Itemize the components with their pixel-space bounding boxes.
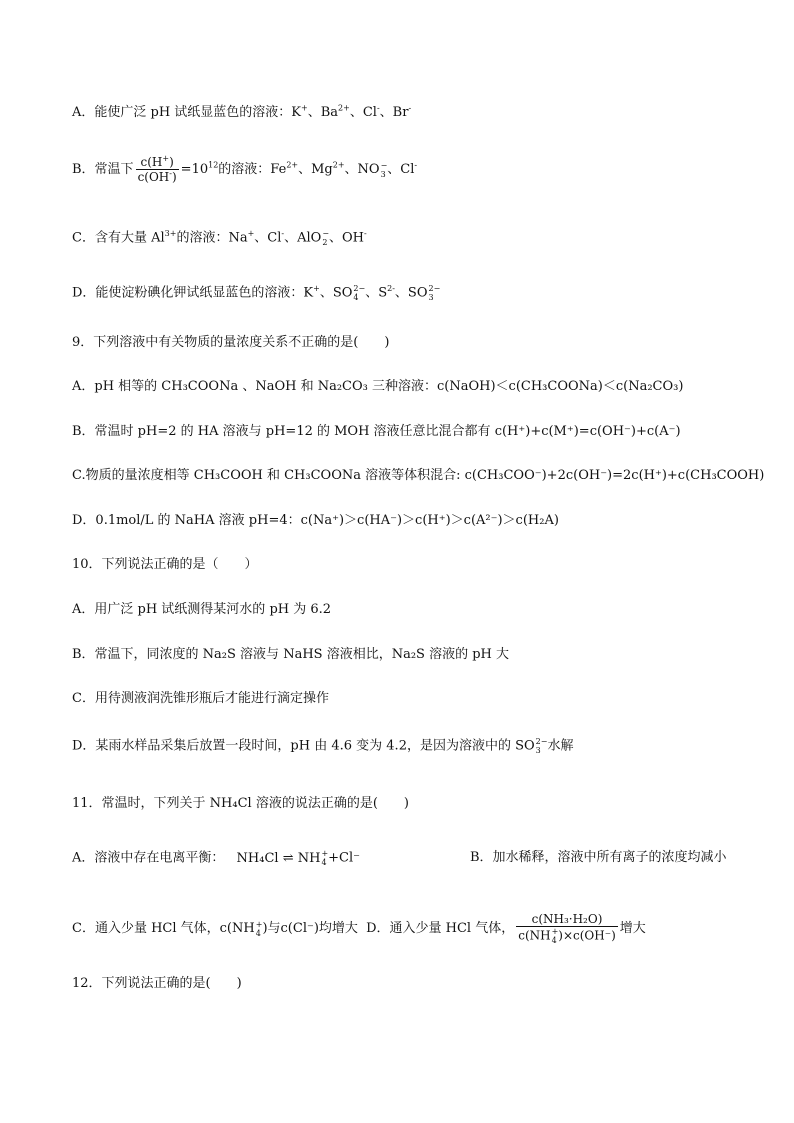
- option-a-cl: 、Cl: [349, 105, 377, 120]
- option-a-text: A．能使广泛 pH 试纸显蓝色的溶液：K: [72, 105, 302, 120]
- option-c-na: 的溶液：Na: [176, 230, 248, 246]
- question-10-option-d-text: D．某雨水样品采集后放置一段时间，pH 由 4.6 变为 4.2，是因为溶液中的 SO: [72, 738, 535, 754]
- option-c-alo2: 、AlO: [284, 230, 322, 246]
- question-11-option-d: D．通入少量 HCl 气体，: [366, 921, 515, 936]
- question-11-option-c-cl: c(Cl⁻): [280, 921, 319, 936]
- fraction-denominator-b: )×c(OH⁻): [558, 928, 616, 943]
- option-a-ba: 、Ba: [307, 105, 339, 120]
- fraction-denominator-a: c(NH: [518, 928, 551, 943]
- question-11-options-cd: C．通入少量 HCl 气体，c(NH + 4 )与c(Cl⁻)均增大 D．通入少量 HCl 气体， c(NH₃·H₂O) c(NH + 4 )×c(OH⁻) 增大: [72, 912, 646, 945]
- question-9-option-c: C.物质的量浓度相等 CH₃COOH 和 CH₃COONa 溶液等体积混合: c(CH₃COO⁻)+2c(OH⁻)=2c(H⁺)+c(CH₃COOH): [72, 468, 765, 483]
- question-11-option-c-end: 均增大: [318, 921, 358, 936]
- question-9-option-d: D．0.1mol/L 的 NaHA 溶液 pH=4：c(Na⁺)＞c(HA⁻)＞c(H⁺)＞c(A²⁻)＞c(H₂A): [72, 513, 559, 528]
- question-11-option-a: A．溶液中存在电离平衡：: [72, 850, 225, 866]
- option-b-eq: =10: [180, 162, 209, 177]
- fraction-denominator: c(OH: [137, 170, 170, 184]
- option-c: C．含有大量 $Al^{3+}$的溶液：Na+、Cl-、AlO − 2 、OH-: [72, 229, 367, 247]
- question-11-option-d-fraction: c(NH₃·H₂O) c(NH + 4 )×c(OH⁻): [518, 912, 616, 945]
- question-9: 9．下列溶液中有关物质的量浓度关系不正确的是( ): [72, 335, 390, 350]
- option-b-mg: 、Mg: [298, 162, 333, 177]
- option-b-fraction: $\frac{c(H^+)}{c(OH^-)}$: [137, 154, 177, 184]
- question-10-option-d: D．某雨水样品采集后放置一段时间，pH 由 4.6 变为 4.2，是因为溶液中的 SO 2− 3 水解: [72, 737, 574, 755]
- fraction-numerator: c(NH₃·H₂O): [516, 912, 618, 927]
- option-a: A．能使广泛 pH 试纸显蓝色的溶液：K+、$Ba^{2+}$、Cl-、Br-: [72, 103, 412, 120]
- option-b: B．常温下 $\frac{c(H^+)}{c(OH^-)}$ $=10^{12}$的溶液：$Fe^{2+}$、$Mg^{2+}$、NO − 3 、Cl-: [72, 154, 418, 184]
- question-9-option-b: B．常温时 pH=2 的 HA 溶液与 pH=12 的 MOH 溶液任意比混合都有 c(H⁺)+c(M⁺)=c(OH⁻)+c(A⁻): [72, 424, 681, 439]
- question-11-option-a-cl: +Cl⁻: [328, 850, 360, 866]
- option-b-no3: 、NO: [344, 162, 380, 177]
- option-c-oh: 、OH: [329, 230, 365, 246]
- option-b-fe: 的溶液：Fe: [218, 162, 287, 177]
- option-c-cl: 、Cl: [254, 230, 282, 246]
- option-d-so4: 、SO: [319, 285, 353, 301]
- question-11: 11．常温时，下列关于 NH₄Cl 溶液的说法正确的是( ): [72, 796, 409, 811]
- question-10: 10．下列说法正确的是（ ）: [72, 557, 258, 572]
- option-d: D．能使淀粉碘化钾试纸显蓝色的溶液：K+、SO 2− 4 、$S^{2-}$、SO 2− 3: [72, 284, 441, 302]
- option-c-text: C．含有大量 Al: [72, 230, 165, 246]
- question-11-options-ab: A．溶液中存在电离平衡： NH₄Cl ⇌ NH + 4 +Cl⁻ B．加水稀释，溶液中所有离子的浓度均减小: [72, 849, 727, 867]
- option-b-exponent: 12: [208, 160, 219, 170]
- option-d-text: D．能使淀粉碘化钾试纸显蓝色的溶液：K: [72, 285, 314, 301]
- question-9-option-a: A．pH 相等的 CH₃COONa 、NaOH 和 Na₂CO₃ 三种溶液：c(NaOH)＜c(CH₃COONa)＜c(Na₂CO₃): [72, 379, 684, 394]
- option-b-text: B．常温下: [72, 162, 134, 177]
- option-d-s: 、S: [365, 285, 388, 301]
- question-10-option-a: A．用广泛 pH 试纸测得某河水的 pH 为 6.2: [72, 602, 332, 617]
- question-12: 12．下列说法正确的是( ): [72, 976, 242, 991]
- question-11-option-a-eq: NH₄Cl ⇌ NH: [236, 850, 321, 866]
- question-11-option-d-end: 增大: [619, 921, 646, 936]
- question-11-option-c-nh4: c(NH: [219, 921, 255, 936]
- question-10-option-b: B．常温下，同浓度的 Na₂S 溶液与 NaHS 溶液相比，Na₂S 溶液的 pH 大: [72, 647, 509, 662]
- option-a-br: 、Br: [379, 105, 409, 120]
- question-10-option-c: C．用待测液润洗锥形瓶后才能进行滴定操作: [72, 691, 329, 706]
- question-11-option-b: B．加水稀释，溶液中所有离子的浓度均减小: [470, 850, 727, 865]
- question-11-option-c: C．通入少量 HCl 气体，: [72, 921, 220, 936]
- question-10-option-d-end: 水解: [547, 738, 574, 754]
- fraction-numerator: c(H: [140, 155, 163, 169]
- question-11-option-c-and: 与: [267, 921, 281, 936]
- option-d-so3: 、SO: [394, 285, 428, 301]
- option-b-cl: 、Cl: [387, 162, 415, 177]
